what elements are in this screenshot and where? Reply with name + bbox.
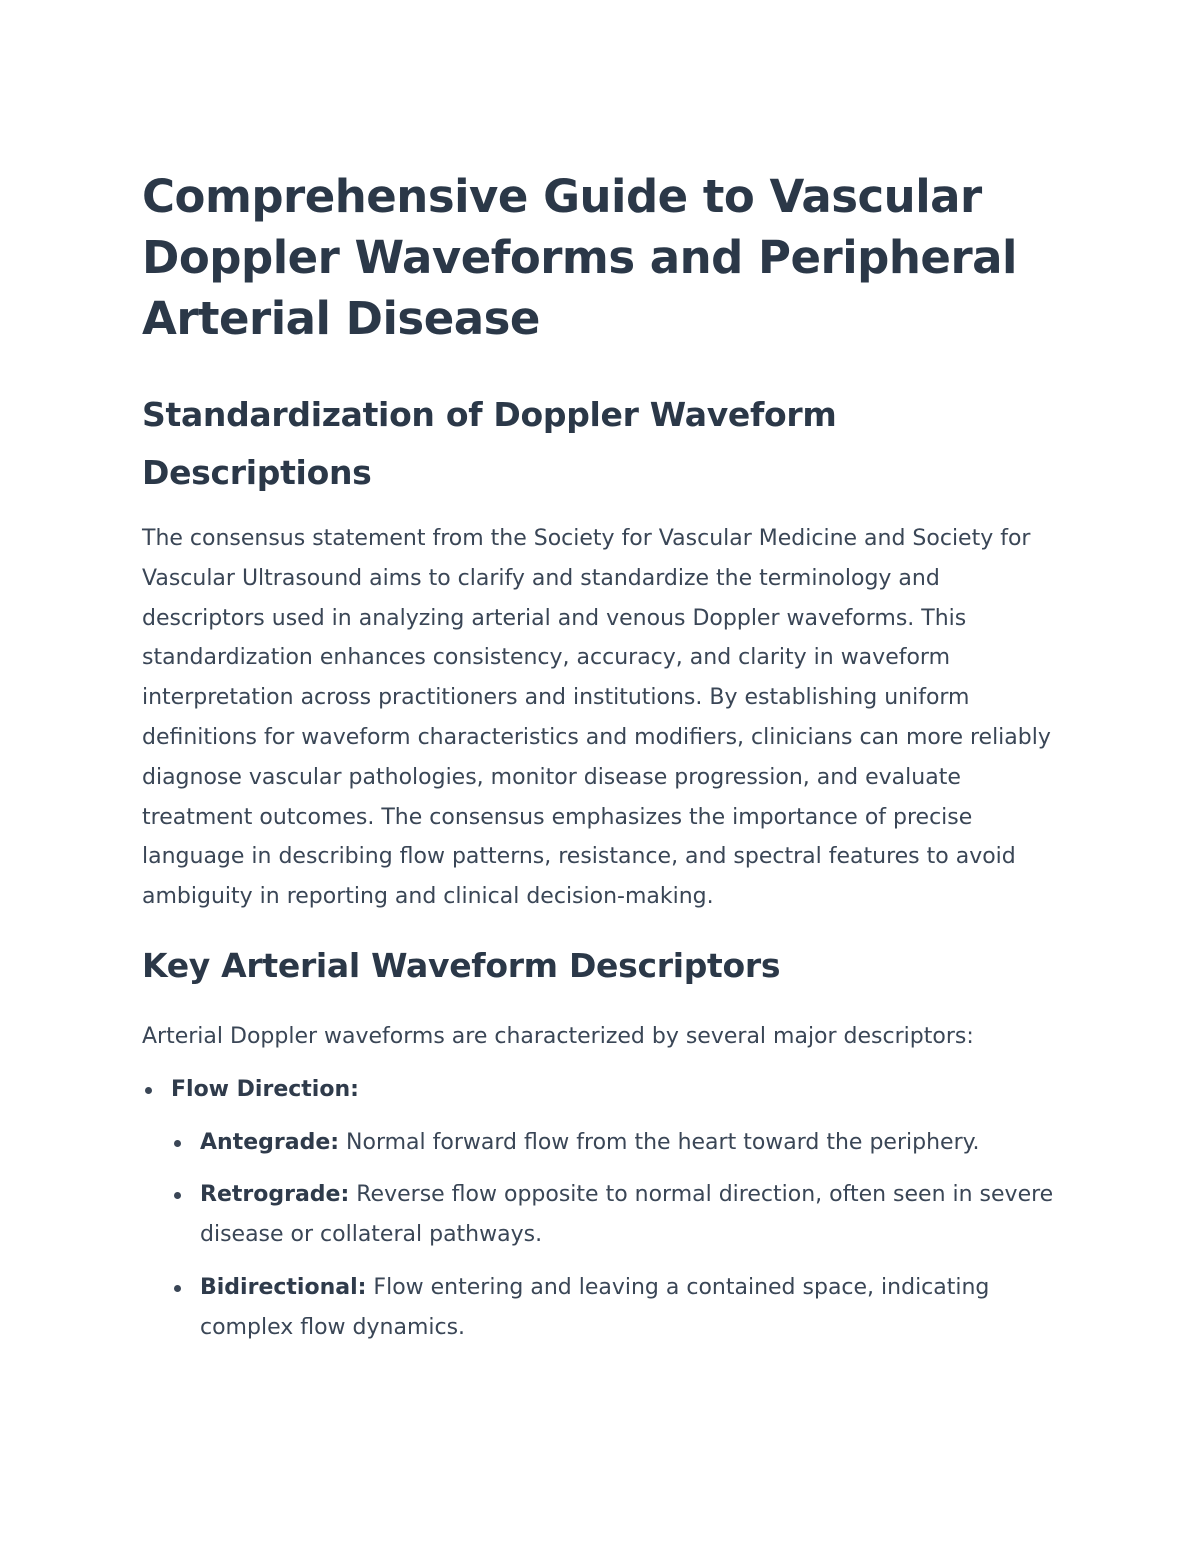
flow-direction-sublist — [171, 1123, 1072, 1348]
list-item-bidirectional — [171, 1268, 1060, 1348]
list-item-term: Flow Direction: — [171, 1076, 359, 1102]
section-body-standardization: The consensus statement from the Society for Vascular Medicine and Society for Vascular Ultrasound aims to clarify and standardize the terminology and descriptors used in analyzing arterial and venous Doppler waveforms. This standardization enhances consistency, accuracy, and clarity in waveform interpretation across practitioners and institutions. By establishing uniform definitions for waveform characteristics and modifiers, clinicians can more reliably diagnose vascular pathologies, monitor disease progression, and evaluate treatment outcomes. The consensus emphasizes the importance of precise language in describing flow patterns, resistance, and spectral features to avoid ambiguity in reporting and clinical decision-making. — [142, 526, 1051, 910]
list-item-retrograde — [171, 1175, 1060, 1255]
list-item-text: Normal forward flow from the heart toward the periphery. — [339, 1129, 980, 1155]
list-item-term: Retrograde: — [200, 1182, 350, 1208]
list-item-antegrade — [171, 1123, 1060, 1163]
list-item-text: Flow entering and leaving a contained space, indicating complex flow dynamics. — [200, 1274, 990, 1340]
descriptor-list — [142, 1070, 1072, 1348]
list-item-text: Reverse flow opposite to normal direction, often seen in severe disease or collateral pathways. — [200, 1182, 1054, 1248]
section-heading-standardization: Standardization of Doppler Waveform Descriptions — [142, 395, 837, 492]
document-title: Comprehensive Guide to Vascular Doppler Waveforms and Peripheral Arterial Disease — [142, 170, 1017, 345]
bullet-icon — [174, 1140, 181, 1147]
section-intro-descriptors: Arterial Doppler waveforms are characterized by several major descriptors: — [142, 1023, 974, 1049]
bullet-icon — [145, 1087, 152, 1094]
document-page — [142, 166, 1072, 1361]
list-item-term: Bidirectional: — [200, 1274, 367, 1300]
list-item-flow-direction — [142, 1070, 1072, 1348]
list-item-term: Antegrade: — [200, 1129, 340, 1155]
section-heading-descriptors: Key Arterial Waveform Descriptors — [142, 945, 781, 985]
bullet-icon — [174, 1192, 181, 1199]
bullet-icon — [174, 1285, 181, 1292]
